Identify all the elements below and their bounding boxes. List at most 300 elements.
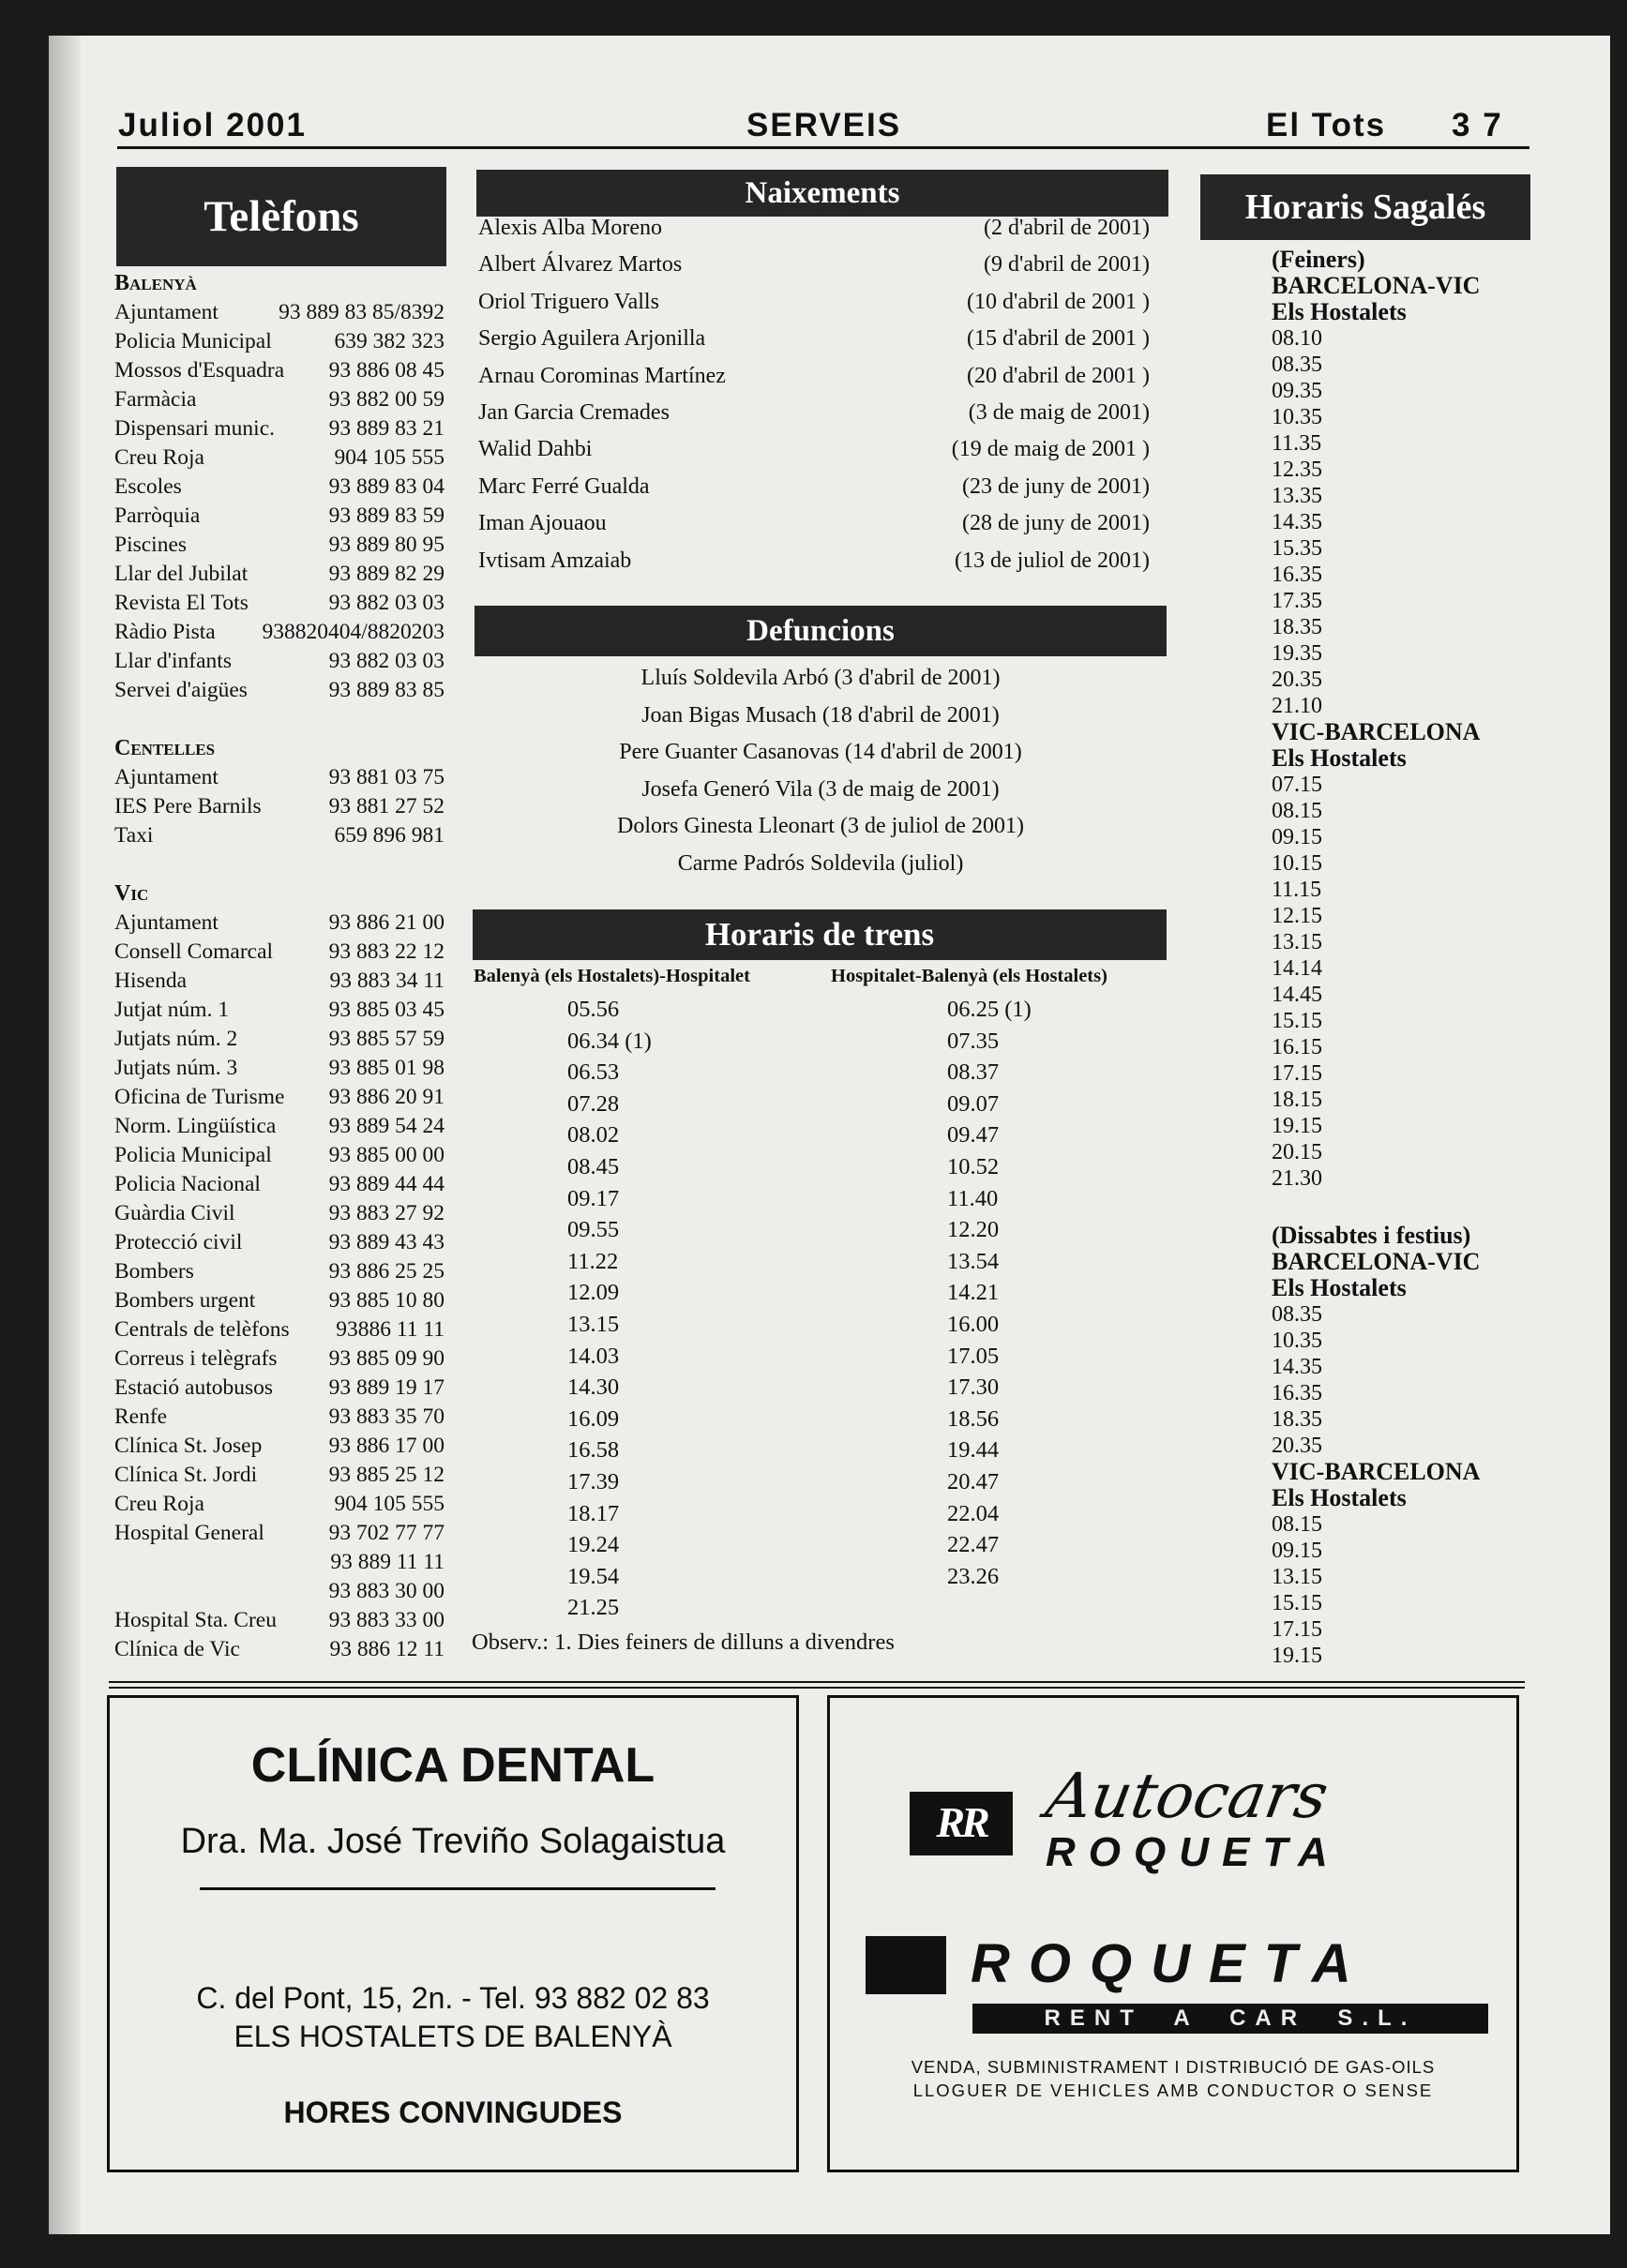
phone-entry-number: 93 889 44 44 [328,1172,444,1196]
phone-entry [114,1548,444,1577]
birth-entry [478,437,1150,473]
phone-entry-name: Policia Municipal [114,329,272,353]
roqueta-line-2: LLOGUER DE VEHICLES AMB CONDUCTOR O SENSE [912,2080,1434,2100]
train-time: 19.24 [567,1532,620,1558]
bus-time: 18.35 [1272,615,1322,639]
phone-entry-number: 659 896 981 [334,823,444,848]
bus-time: 14.45 [1272,983,1322,1007]
birth-name: Jan Garcia Cremades [478,399,670,425]
sagales-feiners [1272,247,1480,1192]
bus-time: 15.15 [1272,1591,1322,1615]
bus-time: 13.15 [1272,1565,1322,1589]
phone-entry [114,618,444,647]
telefons-title: Telèfons [116,167,446,266]
phone-entry-number: 93 882 03 03 [328,591,444,615]
birth-name: Walid Dahbi [478,437,593,462]
train-time: 19.44 [947,1437,1000,1464]
phone-entry-name: Clínica St. Jordi [114,1463,258,1487]
bus-time: 21.10 [1272,694,1322,718]
phone-entry [114,473,444,502]
bus-time: 19.15 [1272,1644,1322,1668]
train-time: 06.25 (1) [947,997,1032,1022]
phone-entry-number: 93 883 27 92 [328,1201,444,1225]
bus-time: 19.35 [1272,641,1322,666]
phone-entry-number: 938820404/8820203 [262,620,444,644]
sagales-stop: Els Hostalets [1272,1274,1407,1301]
phone-entry-number: 93 885 00 00 [328,1143,444,1167]
death-entry: Lluís Soldevila Arbó (3 d'abril de 2001) [640,666,1001,690]
phone-entry-name: Creu Roja [114,1492,204,1516]
phone-entry-number: 904 105 555 [334,1492,444,1516]
phone-entry [114,1141,444,1170]
phone-entry-name: Dispensari munic. [114,416,275,441]
phone-entry [114,909,444,938]
phone-entry-number: 93 889 82 29 [328,562,444,586]
header-magazine: El Tots [1266,107,1387,143]
birth-date: (13 de juliol de 2001) [955,548,1150,573]
phone-entry-name: Hisenda [114,969,188,993]
birth-entry [478,400,1150,437]
death-entry: Josefa Generó Vila (3 de maig de 2001) [641,776,1000,802]
phone-entry-number: 93 886 12 11 [329,1637,444,1661]
roqueta-logo-initials: RR [936,1798,987,1846]
train-time: 08.45 [567,1153,620,1179]
train-time: 16.09 [567,1405,620,1432]
phone-entry-name: Piscines [114,533,188,557]
death-entry: Pere Guanter Casanovas (14 d'abril de 2001) [619,740,1022,765]
phone-entry [114,996,444,1025]
bus-time: 10.15 [1272,851,1322,876]
birth-date: (28 de juny de 2001) [962,511,1150,536]
phone-entry [114,589,444,618]
death-entry: Dolors Ginesta Lleonart (3 de juliol de 2001) [617,814,1024,839]
phone-entry-number: 93 889 54 24 [328,1114,444,1138]
phone-entry [114,327,444,356]
phone-entry [114,763,444,792]
phone-entry-name: Clínica de Vic [114,1637,240,1661]
birth-date: (19 de maig de 2001 ) [951,437,1150,462]
phone-entry [114,1199,444,1228]
birth-name: Ivtisam Amzaiab [478,548,632,573]
train-time: 09.17 [567,1185,620,1211]
sagales-stop: Els Hostalets [1272,1484,1407,1511]
phone-entry-number: 93 889 83 21 [328,416,444,441]
phone-entry-number: 93 889 43 43 [328,1230,444,1254]
bottom-rule [109,1681,1525,1683]
phone-entry-number: 93 885 57 59 [328,1027,444,1051]
header-page-number: 3 7 [1452,107,1503,143]
birth-name: Arnau Corominas Martínez [478,363,726,388]
sagales-stop: Els Hostalets [1272,744,1407,772]
trens-col1-header: Balenyà (els Hostalets)-Hospitalet [474,966,750,986]
phone-entry-name: Escoles [114,474,182,499]
birth-date: (2 d'abril de 2001) [984,216,1150,240]
sagales-route: VIC-BARCELONA [1272,1458,1481,1485]
roqueta-rent-a-car: RENT A CAR S.L. [972,2004,1488,2034]
phone-entry-name: Guàrdia Civil [114,1201,235,1225]
header-month: Juliol 2001 [118,107,307,143]
bus-time: 20.15 [1272,1140,1322,1164]
phone-entry [114,1606,444,1635]
sagales-stop: Els Hostalets [1272,298,1407,325]
phone-entry [114,1635,444,1664]
phone-entry [114,676,444,705]
phone-entry-number: 93 886 21 00 [328,910,444,935]
roqueta-rent-logo [866,1936,946,1994]
phone-entry-name: Consell Comarcal [114,939,274,964]
phone-entry-number: 93 886 20 91 [328,1085,444,1109]
phone-entry-number: 93 886 17 00 [328,1434,444,1458]
train-time: 08.02 [567,1122,620,1149]
phone-entry-name: Policia Municipal [114,1143,272,1167]
train-time: 17.05 [947,1343,1000,1369]
phone-entry-name: Protecció civil [114,1230,243,1254]
ad-dental-address: C. del Pont, 15, 2n. - Tel. 93 882 02 83 [196,1981,710,2015]
train-time: 08.37 [947,1059,1000,1086]
train-time: 18.17 [567,1500,620,1526]
bus-time: 15.35 [1272,536,1322,561]
spacer [114,705,444,734]
phone-entry [114,792,444,821]
phone-entry-number: 93 885 10 80 [328,1288,444,1313]
bus-time: 09.15 [1272,1539,1322,1563]
phone-entry [114,1228,444,1257]
phone-entry [114,443,444,473]
naixements-list [478,216,1150,585]
roqueta-script-word: Autocars [1041,1760,1333,1832]
train-time: 09.55 [567,1217,620,1243]
phone-entry-number: 93 886 08 45 [328,358,444,383]
train-time: 17.39 [567,1468,620,1494]
phone-entry [114,1170,444,1199]
birth-entry [478,216,1150,252]
bus-time: 18.35 [1272,1407,1322,1432]
phone-entry [114,298,444,327]
ad-dental-doctor: Dra. Ma. José Treviño Solagaistua [180,1822,726,1861]
phone-entry-name: Creu Roja [114,445,204,470]
phone-entry [114,414,444,443]
phone-entry-name: Parròquia [114,503,201,528]
roqueta-line-1: VENDA, SUBMINISTRAMENT I DISTRIBUCIÓ DE GAS-OILS [911,2057,1436,2077]
sagales-festius [1272,1223,1480,1669]
trens-col1-times [567,994,652,1624]
naixements-title: Naixements [476,170,1168,217]
phone-entry-name: Bombers [114,1259,194,1284]
roqueta-brand-top: ROQUETA [1046,1829,1341,1875]
phone-entry-name: Policia Nacional [114,1172,261,1196]
birth-entry [478,252,1150,289]
phone-entry [114,1403,444,1432]
phone-entry-name: Mossos d'Esquadra [114,358,285,383]
train-time: 22.47 [947,1532,1000,1558]
train-time: 13.15 [567,1311,620,1337]
phone-entry-number: 93 702 77 77 [328,1521,444,1545]
phone-entry-number: 93 883 35 70 [328,1404,444,1429]
bus-time: 17.15 [1272,1061,1322,1086]
train-time: 14.03 [567,1343,620,1369]
bus-time: 10.35 [1272,1329,1322,1353]
phone-entry [114,1083,444,1112]
phone-entry-number: 93 889 83 59 [328,503,444,528]
phone-entry-name: Renfe [114,1404,168,1429]
phone-entry-name: Hospital General [114,1521,264,1545]
phone-entry-name: Ràdio Pista [114,620,216,644]
phone-entry-number: 93 889 83 85/8392 [279,300,444,324]
train-time: 07.35 [947,1028,1000,1054]
phone-entry-name: Clínica St. Josep [114,1434,263,1458]
bus-time: 21.30 [1272,1166,1322,1191]
train-time: 14.21 [947,1280,1000,1306]
death-entry: Joan Bigas Musach (18 d'abril de 2001) [641,702,1000,728]
bus-time: 08.35 [1272,353,1322,377]
bus-time: 09.15 [1272,825,1322,849]
phone-entry-name: Jutjat núm. 1 [114,998,230,1022]
bus-time: 12.15 [1272,904,1322,928]
train-time: 10.52 [947,1153,1000,1179]
phone-entry [114,938,444,967]
phone-entry [114,356,444,385]
telefons-group-name: Balenyà [114,271,197,295]
bus-time: 16.15 [1272,1035,1322,1059]
birth-name: Alexis Alba Moreno [478,216,662,240]
bus-time: 14.35 [1272,1355,1322,1379]
header-section: SERVEIS [746,107,902,143]
phone-entry-number: 93 883 22 12 [328,939,444,964]
bus-time: 08.10 [1272,326,1322,351]
ad-clinica-dental [107,1695,799,2172]
birth-name: Albert Álvarez Martos [478,252,683,278]
phone-entry-name: Servei d'aigües [114,678,248,702]
birth-entry [478,290,1150,326]
birth-date: (20 d'abril de 2001 ) [967,363,1150,388]
train-time: 12.20 [947,1217,1000,1243]
page-spine [49,36,81,2234]
phone-entry-number: 93 883 33 00 [328,1608,444,1632]
phone-entry-number: 93 885 03 45 [328,998,444,1022]
phone-entry-number: 93 882 03 03 [328,649,444,673]
train-time: 21.25 [567,1595,620,1621]
phone-entry [114,1519,444,1548]
phone-entry-name: Farmàcia [114,387,197,412]
bus-time: 17.35 [1272,589,1322,613]
birth-date: (23 de juny de 2001) [962,473,1150,499]
phone-entry [114,385,444,414]
train-time: 07.28 [567,1090,620,1117]
phone-entry [114,967,444,996]
train-time: 20.47 [947,1468,1000,1494]
phone-entry-name: Ajuntament [114,300,218,324]
phone-entry [114,821,444,850]
birth-date: (9 d'abril de 2001) [984,252,1150,278]
birth-entry [478,474,1150,511]
phone-entry [114,1112,444,1141]
phone-entry-name: Llar del Jubilat [114,562,249,586]
phone-entry-number: 93 889 80 95 [328,533,444,557]
ad-dental-title: CLÍNICA DENTAL [250,1738,655,1793]
phone-entry [114,1025,444,1054]
train-time: 09.07 [947,1090,1000,1117]
bus-time: 17.15 [1272,1617,1322,1642]
phone-entry-number: 93 881 03 75 [328,765,444,789]
bus-time: 18.15 [1272,1088,1322,1112]
phone-entry-name: Jutjats núm. 2 [114,1027,238,1051]
bus-time: 07.15 [1272,773,1322,797]
sagales-day-label: (Dissabtes i festius) [1272,1222,1471,1249]
phone-entry-name: Ajuntament [114,765,218,789]
phone-entry-number: 93886 11 11 [336,1317,444,1342]
phone-entry [114,1432,444,1461]
birth-entry [478,548,1150,585]
phone-entry [114,560,444,589]
phone-entry-name: Oficina de Turisme [114,1085,285,1109]
phone-entry-number: 93 883 30 00 [328,1579,444,1603]
bus-time: 11.15 [1272,878,1322,902]
sagales-route: VIC-BARCELONA [1272,718,1481,745]
bottom-rule-2 [109,1687,1525,1689]
phone-entry-number: 93 885 09 90 [328,1346,444,1371]
train-time: 11.40 [947,1185,999,1211]
bus-time: 11.35 [1272,431,1322,456]
telefons-group-name: Vic [114,881,149,906]
telefons-group-name: Centelles [114,736,216,760]
phone-entry [114,1490,444,1519]
sagales-route: BARCELONA-VIC [1272,1248,1481,1275]
train-time: 16.58 [567,1437,620,1464]
phone-entry [114,1344,444,1374]
ad-dental-town: ELS HOSTALETS DE BALENYÀ [234,2020,672,2053]
phone-entry-name: Norm. Lingüística [114,1114,277,1138]
bus-time: 19.15 [1272,1114,1322,1138]
phone-entry [114,1286,444,1315]
phone-entry [114,647,444,676]
bus-time: 12.35 [1272,458,1322,482]
bus-time: 16.35 [1272,563,1322,587]
bus-time: 08.35 [1272,1302,1322,1327]
train-time: 19.54 [567,1563,620,1589]
telefons-list [114,269,444,1664]
phone-entry-number: 93 889 19 17 [328,1375,444,1400]
phone-entry-number: 93 886 25 25 [328,1259,444,1284]
birth-entry [478,511,1150,548]
train-time: 11.22 [567,1248,619,1274]
train-time: 09.47 [947,1122,1000,1149]
birth-date: (10 d'abril de 2001 ) [967,289,1150,314]
phone-entry-number: 93 889 83 04 [328,474,444,499]
phone-entry-name: Hospital Sta. Creu [114,1608,277,1632]
phone-entry [114,1374,444,1403]
bus-time: 14.35 [1272,510,1322,534]
phone-entry-name: Jutjats núm. 3 [114,1056,238,1080]
bus-time: 15.15 [1272,1009,1322,1033]
phone-entry [114,1257,444,1286]
trens-col2-times [947,994,1032,1592]
roqueta-logo-block [910,1792,1013,1855]
train-time: 05.56 [567,997,620,1022]
phone-entry [114,1054,444,1083]
trens-note: Observ.: 1. Dies feiners de dilluns a divendres [472,1630,895,1655]
phone-entry-number: 93 885 25 12 [328,1463,444,1487]
birth-date: (3 de maig de 2001) [968,399,1150,425]
birth-entry [478,326,1150,363]
train-time: 22.04 [947,1500,1000,1526]
spacer [114,850,444,879]
trens-title: Horaris de trens [473,909,1167,960]
sagales-route: BARCELONA-VIC [1272,272,1481,299]
phone-entry-number: 93 885 01 98 [328,1056,444,1080]
scan-edge [1610,36,1627,2234]
bus-time: 20.35 [1272,668,1322,692]
train-time: 23.26 [947,1563,1000,1589]
header-rule [117,146,1529,149]
phone-entry-name: Llar d'infants [114,649,232,673]
bus-time: 14.14 [1272,956,1322,981]
phone-entry [114,502,444,531]
bus-time: 08.15 [1272,1512,1322,1537]
trens-col2-header: Hospitalet-Balenyà (els Hostalets) [831,966,1107,986]
phone-entry-number: 93 881 27 52 [328,794,444,819]
phone-entry-number: 639 382 323 [334,329,444,353]
birth-name: Oriol Triguero Valls [478,289,659,314]
bus-time: 08.15 [1272,799,1322,823]
birth-name: Marc Ferré Gualda [478,473,650,499]
phone-entry-number: 93 883 34 11 [329,969,444,993]
phone-entry-number: 904 105 555 [334,445,444,470]
death-entry: Carme Padrós Soldevila (juliol) [677,850,964,876]
phone-entry-name: Centrals de telèfons [114,1317,290,1342]
phone-entry-name: Bombers urgent [114,1288,256,1313]
train-time: 16.00 [947,1311,1000,1337]
phone-entry [114,1315,444,1344]
bus-time: 10.35 [1272,405,1322,429]
ad-dental-hours: HORES CONVINGUDES [283,2095,623,2129]
train-time: 06.53 [567,1059,620,1086]
phone-entry-name: IES Pere Barnils [114,794,262,819]
bus-time: 20.35 [1272,1434,1322,1458]
phone-entry [114,531,444,560]
bus-time: 09.35 [1272,379,1322,403]
defuncions-title: Defuncions [475,606,1167,656]
train-time: 17.30 [947,1374,1000,1401]
birth-name: Iman Ajouaou [478,511,607,536]
train-time: 18.56 [947,1405,1000,1432]
train-time: 12.09 [567,1280,620,1306]
phone-entry-number: 93 889 83 85 [328,678,444,702]
scan-edge-bottom [0,2234,1627,2268]
phone-entry-number: 93 889 11 11 [330,1550,444,1574]
birth-date: (15 d'abril de 2001 ) [967,326,1150,352]
sagales-day-label: (Feiners) [1272,246,1365,273]
phone-entry-name: Estació autobusos [114,1375,274,1400]
birth-name: Sergio Aguilera Arjonilla [478,326,706,352]
ad-roqueta [827,1695,1519,2172]
train-time: 14.30 [567,1374,620,1401]
phone-entry-name: Ajuntament [114,910,218,935]
train-time: 13.54 [947,1248,1000,1274]
phone-entry [114,1461,444,1490]
roqueta-brand: ROQUETA [971,1933,1370,1994]
birth-entry [478,364,1150,400]
bus-time: 16.35 [1272,1381,1322,1405]
sagales-title: Horaris Sagalés [1200,174,1530,240]
bus-time: 13.35 [1272,484,1322,508]
phone-entry-number: 93 882 00 59 [328,387,444,412]
phone-entry-name: Correus i telègrafs [114,1346,278,1371]
defuncions-list [475,660,1167,883]
ad-dental-divider [200,1887,716,1890]
phone-entry-name: Taxi [114,823,154,848]
phone-entry [114,1577,444,1606]
bus-time: 13.15 [1272,930,1322,954]
